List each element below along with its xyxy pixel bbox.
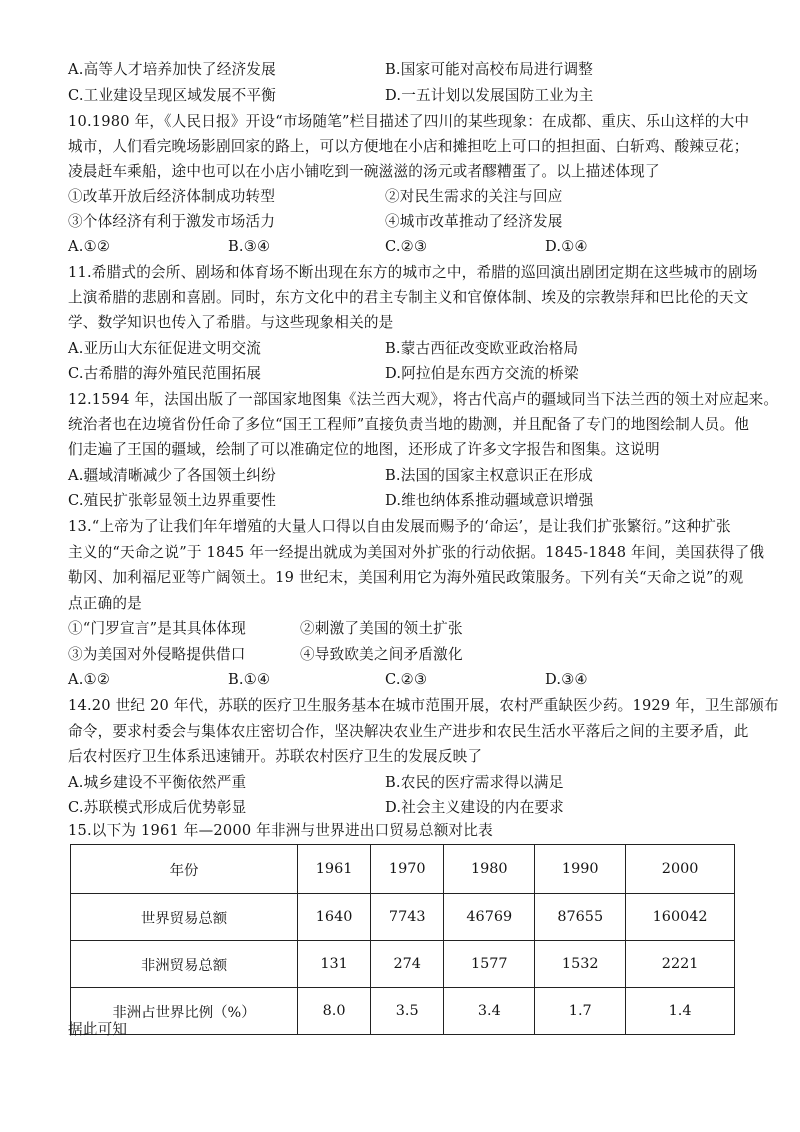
table-row-label: 非洲贸易总额 [71, 941, 298, 988]
q10-option-a: A.①② [68, 238, 111, 255]
table-cell: 2221 [626, 941, 735, 988]
table-cell: 1532 [535, 941, 626, 988]
trade-comparison-table [70, 844, 735, 1035]
table-row [71, 941, 735, 988]
q13-option-b: B.①④ [228, 671, 271, 688]
q14-option-c: C.苏联模式形成后优势彰显 [68, 799, 247, 816]
table-header-row [71, 845, 735, 894]
q9-option-c: C.工业建设呈现区域发展不平衡 [68, 87, 277, 104]
q13-option-a: A.①② [68, 671, 111, 688]
table-cell: 87655 [535, 894, 626, 941]
q11-option-c: C.古希腊的海外殖民范围拓展 [68, 365, 262, 382]
q9-option-a: A.高等人才培养加快了经济发展 [68, 61, 276, 78]
table-row [71, 894, 735, 941]
table-cell: 1577 [444, 941, 535, 988]
q10-item-1: ①改革开放后经济体制成功转型 [68, 188, 276, 205]
table-header-cell: 年份 [71, 845, 298, 894]
table-cell: 3.5 [371, 988, 444, 1035]
q10-option-d: D.①④ [545, 238, 588, 255]
q13-stem-line: 主义的“天命之说”于 1845 年一经提出就成为美国对外扩张的行动依据。1845-1848 年间，美国获得了俄 [68, 544, 765, 561]
q12-stem-line: 统治者也在边境省份任命了多位“国王工程师”直接负责当地的勘测，并且配备了专门的地图绘制人员。他 [68, 416, 750, 433]
q11-stem-line: 上演希腊的悲剧和喜剧。同时，东方文化中的君主专制主义和官僚体制、埃及的宗教崇拜和巴比伦的天文 [68, 289, 749, 306]
q13-item-1: ①“门罗宣言”是其具体体现 [68, 620, 247, 637]
q12-option-b: B.法国的国家主权意识正在形成 [385, 467, 594, 484]
q10-stem-line: 10.1980 年，《人民日报》开设“市场随笔”栏目描述了四川的某些现象：在成都、重庆、乐山这样的大中 [68, 113, 750, 130]
q13-item-3: ③为美国对外侵略提供借口 [68, 646, 246, 663]
table-cell: 7743 [371, 894, 444, 941]
q11-option-d: D.阿拉伯是东西方交流的桥梁 [385, 365, 579, 382]
q10-item-3: ③个体经济有利于激发市场活力 [68, 213, 276, 230]
q11-option-a: A.亚历山大东征促进文明交流 [68, 340, 262, 357]
q15-after-table: 据此可知 [68, 1021, 128, 1038]
table-header-cell: 1980 [444, 845, 535, 894]
q14-stem-line: 命令，要求村委会与集体农庄密切合作，坚决解决农业生产进步和农民生活水平落后之间的主要矛盾，此 [68, 723, 749, 740]
table-cell: 1640 [298, 894, 371, 941]
q10-item-4: ④城市改革推动了经济发展 [385, 213, 563, 230]
q9-option-b: B.国家可能对高校布局进行调整 [385, 61, 594, 78]
q12-option-c: C.殖民扩张彰显领土边界重要性 [68, 492, 277, 509]
table-cell: 1.7 [535, 988, 626, 1035]
q10-stem-line: 凌晨赶车乘船，途中也可以在小店小铺吃到一碗滋滋的汤元或者醪糟蛋了。以上描述体现了 [68, 163, 660, 180]
q12-option-a: A.疆域清晰减少了各国领土纠纷 [68, 467, 276, 484]
q13-item-2: ②刺激了美国的领土扩张 [300, 620, 463, 637]
table-cell: 46769 [444, 894, 535, 941]
q12-stem-line: 12.1594 年，法国出版了一部国家地图集《法兰西大观》，将古代高卢的疆域同当下法兰西的领土对应起来。 [68, 391, 779, 408]
q14-option-d: D.社会主义建设的内在要求 [385, 799, 564, 816]
q14-option-a: A.城乡建设不平衡依然严重 [68, 774, 247, 791]
q10-stem-line: 城市，人们看完晚场影剧回家的路上，可以方便地在小店和摊担吃上可口的担担面、白斩鸡、酸辣豆花； [68, 138, 749, 155]
table-cell: 1.4 [626, 988, 735, 1035]
table-header-cell: 1970 [371, 845, 444, 894]
q9-option-d: D.一五计划以发展国防工业为主 [385, 87, 594, 104]
q11-option-b: B.蒙古西征改变欧亚政治格局 [385, 340, 579, 357]
q10-option-c: C.②③ [385, 238, 428, 255]
table-header-cell: 2000 [626, 845, 735, 894]
table-row-label: 非洲占世界比例（%） [71, 988, 298, 1035]
table-cell: 8.0 [298, 988, 371, 1035]
table-cell: 3.4 [444, 988, 535, 1035]
table-header-cell: 1961 [298, 845, 371, 894]
q11-stem-line: 11.希腊式的会所、剧场和体育场不断出现在东方的城市之中，希腊的巡回演出剧团定期在这些城市的剧场 [68, 264, 758, 281]
q13-stem-line: 勒冈、加利福尼亚等广阔领土。19 世纪末，美国利用它为海外殖民政策服务。下列有关“天命之说”的观 [68, 569, 744, 586]
q12-stem-line: 们走遍了王国的疆域，绘制了可以准确定位的地图，还形成了许多文字报告和图集。这说明 [68, 441, 660, 458]
table-cell: 131 [298, 941, 371, 988]
q11-stem-line: 学、数学知识也传入了希腊。与这些现象相关的是 [68, 314, 394, 331]
q14-stem-line: 14.20 世纪 20 年代，苏联的医疗卫生服务基本在城市范围开展，农村严重缺医少药。1929 年，卫生部颁布 [68, 697, 779, 714]
q12-option-d: D.维也纳体系推动疆域意识增强 [385, 492, 594, 509]
q10-item-2: ②对民生需求的关注与回应 [385, 188, 563, 205]
table-row [71, 988, 735, 1035]
q14-stem-line: 后农村医疗卫生体系迅速铺开。苏联农村医疗卫生的发展反映了 [68, 748, 483, 765]
table-cell: 274 [371, 941, 444, 988]
table-cell: 160042 [626, 894, 735, 941]
table-header-cell: 1990 [535, 845, 626, 894]
q15-stem: 15.以下为 1961 年—2000 年非洲与世界进出口贸易总额对比表 [68, 822, 493, 839]
q13-item-4: ④导致欧美之间矛盾激化 [300, 646, 463, 663]
q13-stem-line: 13.“上帝为了让我们年年增殖的大量人口得以自由发展而赐予的‘命运’，是让我们扩张繁衍。”这种扩张 [68, 518, 731, 535]
q13-option-c: C.②③ [385, 671, 428, 688]
table-row-label: 世界贸易总额 [71, 894, 298, 941]
q10-option-b: B.③④ [228, 238, 271, 255]
q14-option-b: B.农民的医疗需求得以满足 [385, 774, 564, 791]
q13-option-d: D.③④ [545, 671, 588, 688]
q13-stem-line: 点正确的是 [68, 595, 142, 612]
